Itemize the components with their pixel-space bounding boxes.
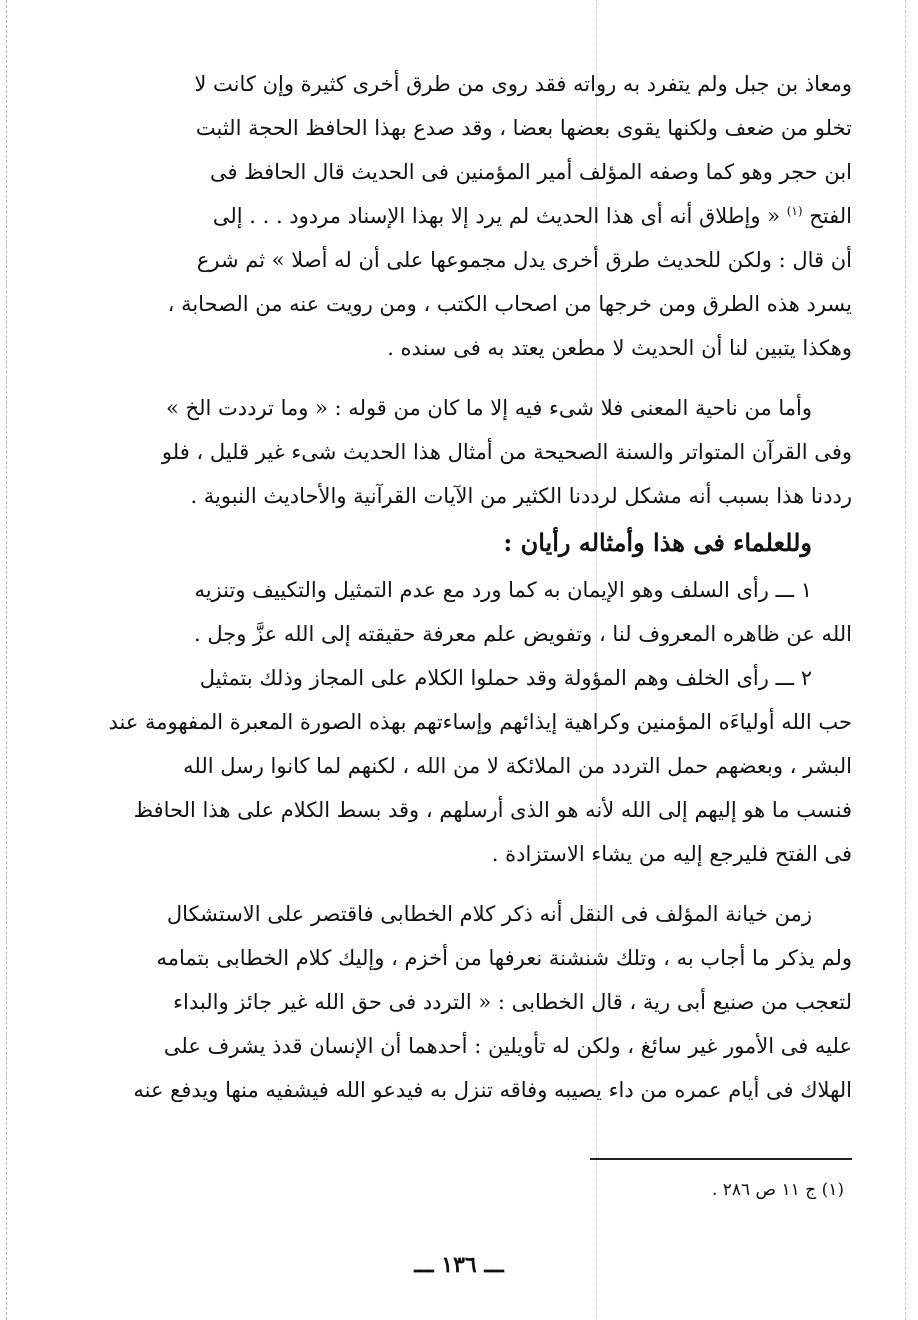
text-line-with-footnote [100, 194, 852, 238]
paragraph-khattabi [100, 892, 852, 1112]
text-line: تخلو من ضعف ولكنها يقوى بعضها بعضا ، وقد صدع بهذا الحافظ الحجة الثبت [195, 116, 852, 140]
text-line: ١ ـــ رأى السلف وهو الإيمان به كما ورد مع عدم التمثيل والتكييف وتنزيه [194, 578, 812, 602]
scan-edge-left [6, 0, 7, 1320]
text-line: الهلاك فى أيام عمره من داء يصيبه وفاقه تنزل به فيدعو الله فيشفيه منها ويدفع عنه [133, 1078, 852, 1102]
view-khalaf [100, 656, 852, 876]
text-line: ابن حجر وهو كما وصفه المؤلف أمير المؤمنين فى الحديث قال الحافظ فى [209, 160, 852, 184]
paragraph-meaning [100, 386, 852, 518]
footnote: (١) ج ١١ ص ٢٨٦ . [711, 1180, 844, 1200]
text-line: ٢ ـــ رأى الخلف وهم المؤولة وقد حملوا الكلام على المجاز وذلك بتمثيل [199, 666, 812, 690]
text-line: وفى القرآن المتواتر والسنة الصحيحة من أمثال هذا الحديث شىء غير قليل ، فلو [161, 440, 852, 464]
text-line: وهكذا يتبين لنا أن الحديث لا مطعن يعتد به فى سنده . [387, 336, 852, 360]
text-fragment: « وإطلاق أنه أى هذا الحديث لم يرد إلا بهذا الإسناد مردود . . . إلى [212, 204, 781, 228]
text-line: رددنا هذا بسبب أنه مشكل لرددنا الكثير من الآيات القرآنية والأحاديث النبوية . [190, 484, 852, 508]
footnote-rule [590, 1158, 852, 1160]
view-salaf [100, 568, 852, 656]
text-line: البشر ، وبعضهم حمل التردد من الملائكة لا من الله ، لكنهم لما كانوا رسل الله [183, 754, 852, 778]
scan-edge-right [905, 0, 906, 1320]
text-line: فنسب ما هو إليهم إلى الله لأنه هو الذى أرسلهم ، وقد بسط الكلام على هذا الحافظ [133, 798, 852, 822]
section-heading: وللعلماء فى هذا وأمثاله رأيان : [503, 528, 812, 557]
text-line: ومعاذ بن جبل ولم يتفرد به رواته فقد روى من طرق أخرى كثيرة وإن كانت لا [194, 72, 852, 96]
text-line: يسرد هذه الطرق ومن خرجها من اصحاب الكتب ، ومن رويت عنه من الصحابة ، [167, 292, 852, 316]
text-line: وأما من ناحية المعنى فلا شىء فيه إلا ما كان من قوله : « وما ترددت الخ » [166, 396, 812, 420]
text-line: أن قال : ولكن للحديث طرق أخرى يدل مجموعها على أن له أصلا » ثم شرع [196, 248, 852, 272]
text-line: ولم يذكر ما أجاب به ، وتلك شنشنة نعرفها من أخزم ، وإليك كلام الخطابى بتمامه [156, 946, 852, 970]
text-line: عليه فى الأمور غير سائغ ، ولكن له تأويلين : أحدهما أن الإنسان قدذ يشرف على [163, 1034, 852, 1058]
footnote-marker: (١) [786, 204, 803, 218]
page-body [100, 62, 852, 1112]
paragraph-hadith-chains [100, 62, 852, 370]
text-line: زمن خيانة المؤلف فى النقل أنه ذكر كلام الخطابى فاقتصر على الاستشكال [166, 902, 812, 926]
text-fragment: الفتح [809, 204, 852, 228]
text-line: فى الفتح فليرجع إليه من يشاء الاستزادة . [491, 842, 852, 866]
text-line: لتعجب من صنيع أبى رية ، قال الخطابى : « التردد فى حق الله غير جائز والبداء [173, 990, 852, 1014]
page-number: ـــ ١٣٦ ـــ [414, 1252, 504, 1278]
text-line: حب الله أولياءَه المؤمنين وكراهية إيذائهم وإساءتهم بهذه الصورة المعبرة المفهومة عند [108, 710, 852, 734]
text-line: الله عن ظاهره المعروف لنا ، وتفويض علم معرفة حقيقته إلى الله عزَّ وجل . [193, 622, 852, 646]
